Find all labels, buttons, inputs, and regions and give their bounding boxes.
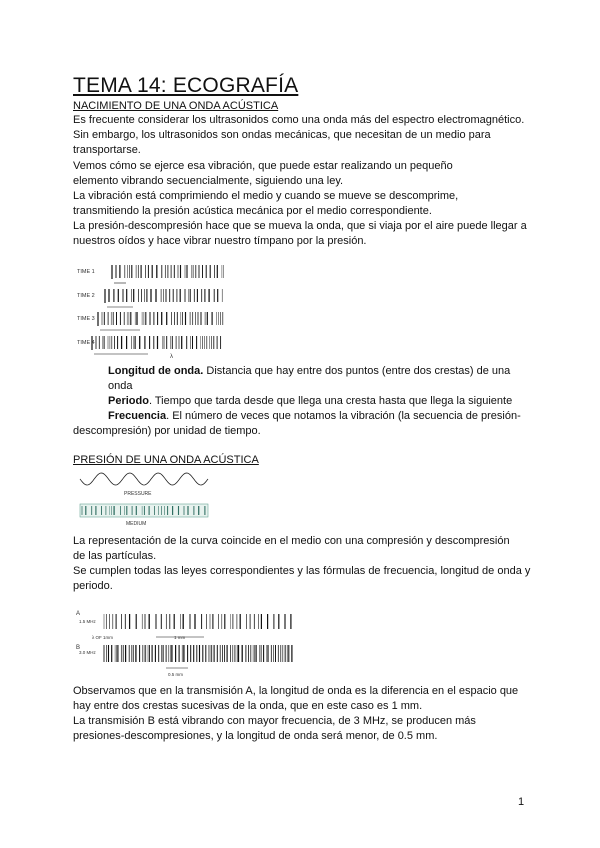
- figure-label-time-1: TIME 1: [77, 269, 95, 275]
- medium-label: MEDIUM: [126, 521, 147, 527]
- definition-term: Longitud de onda.: [108, 365, 204, 377]
- dimension-a-label: 1 mm: [174, 635, 186, 640]
- definition-term: Periodo: [108, 395, 149, 407]
- wave-propagation-figure: [74, 262, 234, 362]
- section-heading-presion: PRESIÓN DE UNA ONDA ACÚSTICA: [73, 454, 259, 466]
- figure-label-time-3: TIME 3: [77, 316, 95, 322]
- definition-text: Distancia que hay entre dos puntos (entre dos crestas) de una onda: [108, 365, 511, 393]
- compression-bars: [92, 265, 224, 354]
- wavelength-label: λ OF 1mm: [92, 635, 113, 640]
- pressure-wave-figure: [74, 467, 214, 529]
- transmission-b-bars: [104, 645, 292, 662]
- definition-wavelength: [108, 364, 528, 394]
- paragraph: Vemos cómo se ejerce esa vibración, que puede estar realizando un pequeño elemento vibrando secuencialmente, siguiendo una ley.: [73, 160, 453, 188]
- paragraph: La vibración está comprimiendo el medio y cuando se mueve se descomprime, transmitiendo la presión acústica mecánica por el medio correspondiente.: [73, 190, 459, 218]
- paragraph: Se cumplen todas las leyes correspondientes y las fórmulas de frecuencia, longitud de onda y periodo.: [73, 565, 531, 593]
- definition-text: . El número de veces que notamos la vibración (la secuencia de presión-descompresión) por unidad de tiempo.: [73, 410, 521, 438]
- definition-text: . Tiempo que tarda desde que llega una cresta hasta que llega la siguiente: [148, 395, 513, 407]
- transmission-b-label: B: [76, 645, 81, 651]
- figure-label-time-2: TIME 2: [77, 293, 95, 299]
- paragraph: Es frecuente considerar los ultrasonidos como una onda más del espectro electromagnético.: [73, 114, 525, 126]
- definition-frequency: [73, 409, 533, 439]
- page-number: 1: [518, 796, 525, 808]
- paragraph: Sin embargo, los ultrasonidos son ondas mecánicas, que necesitan de un medio para transportarse.: [73, 129, 491, 157]
- page-title: TEMA 14: ECOGRAFÍA: [73, 74, 299, 97]
- transmission-a-bars: [104, 614, 291, 629]
- pressure-label: PRESSURE: [124, 491, 152, 497]
- definition-term: Frecuencia: [108, 410, 167, 422]
- transmission-a-label: A: [76, 611, 81, 617]
- figure-lambda-marker: λ: [170, 354, 173, 360]
- figure-label-time-4: TIME 4: [77, 340, 95, 346]
- definition-period: [108, 394, 538, 409]
- section-heading-nacimiento: NACIMIENTO DE UNA ONDA ACÚSTICA: [73, 100, 279, 112]
- transmission-comparison-figure: [74, 608, 296, 680]
- pressure-curve: [80, 473, 208, 485]
- dimension-b-label: 0.5 mm: [168, 672, 184, 677]
- paragraph: La representación de la curva coincide en el medio con una compresión y descompresión de las partículas.: [73, 535, 510, 563]
- transmission-b-frequency: 3.0 MHz: [79, 650, 96, 655]
- paragraph: La presión-descompresión hace que se mueva la onda, que si viaja por el aire puede llegar a nuestros oídos y hace vibrar nuestro tímpano por la presión.: [73, 220, 527, 248]
- spacer: [73, 379, 107, 394]
- paragraph: La transmisión B está vibrando con mayor frecuencia, de 3 MHz, se producen más presiones-descompresiones, y la longitud de onda será menor, de 0.5 mm.: [73, 715, 476, 743]
- paragraph: Observamos que en la transmisión A, la longitud de onda es la diferencia en el espacio que hay entre dos crestas sucesivas de la onda, que en este caso es 1 mm.: [73, 685, 519, 713]
- transmission-a-frequency: 1.5 MHz: [79, 619, 96, 624]
